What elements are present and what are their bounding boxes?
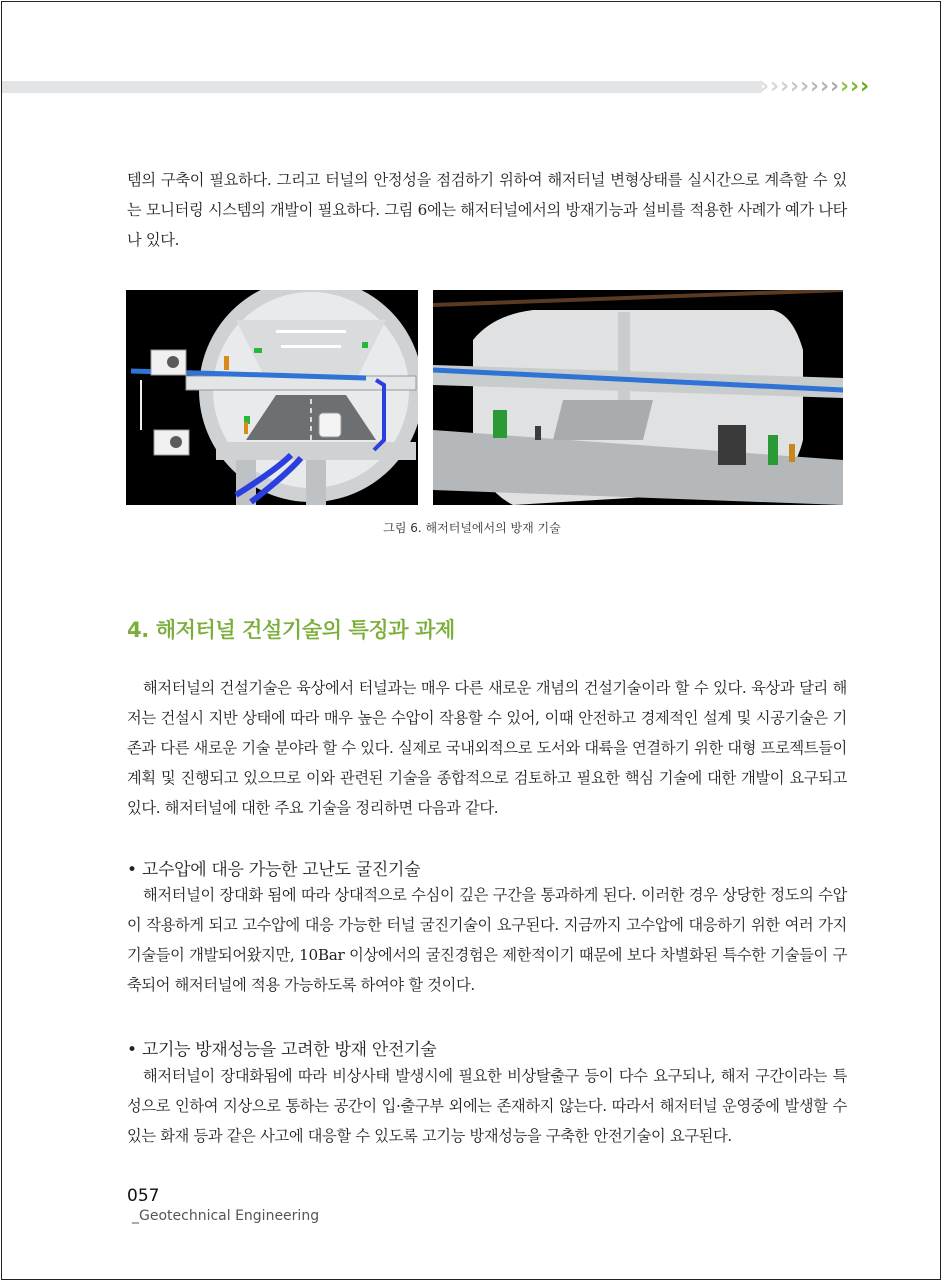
chevron-right-icon: › (760, 74, 770, 99)
figure-tunnel-cross-section (126, 290, 418, 505)
bullet-text-1: 해저터널이 장대화 됨에 따라 상대적으로 수심이 깊은 구간을 통과하게 된다. 이러한 경우 상당한 정도의 수압이 작용하게 되고 고수압에 대응 가능한 터널 굴진기술이 요구된다. 지금까지 고수압에 대응하기 위한 여러 가지 기술들이 개발되어왔지만, 10Bar 이상에서의 굴진경험은 제한적이기 때문에 보다 차별화된 특수한 기술들이 구축되어 해저터널에 적용 가능하도록 하여야 할 것이다. (127, 886, 847, 994)
chevron-right-icon: › (810, 74, 820, 99)
tunnel-cross-section-illustration (126, 290, 418, 505)
intro-paragraph (127, 165, 847, 255)
bullet-paragraph-1 (127, 880, 847, 1000)
chevron-right-icon: › (830, 74, 840, 99)
figure-tunnel-cutaway (433, 290, 843, 505)
journal-name: _Geotechnical Engineering (132, 1208, 320, 1224)
header-chevrons (760, 74, 880, 100)
bullet-title-2: • 고기능 방재성능을 고려한 방재 안전기술 (127, 1040, 437, 1060)
chevron-right-icon: › (780, 74, 790, 99)
bullet-paragraph-2 (127, 1061, 847, 1151)
chevron-right-icon: › (840, 74, 850, 99)
bullet-text-2: 해저터널이 장대화됨에 따라 비상사태 발생시에 필요한 비상탈출구 등이 다수 요구되나, 해저 구간이라는 특성으로 인하여 지상으로 통하는 공간이 입·출구부 외에는 존재하지 않는다. 따라서 해저터널 운영중에 발생할 수 있는 화재 등과 같은 사고에 대응할 수 있도록 고기능 방재성능을 구축한 안전기술이 요구된다. (127, 1067, 847, 1145)
intro-text: 템의 구축이 필요하다. 그리고 터널의 안정성을 점검하기 위하여 해저터널 변형상태를 실시간으로 계측할 수 있는 모니터링 시스템의 개발이 필요하다. 그림 6에는 해저터널에서의 방재기능과 설비를 적용한 사례가 예가 나타나 있다. (127, 171, 847, 249)
figure-caption: 그림 6. 해저터널에서의 방재 기술 (383, 521, 561, 535)
chevron-right-icon: › (800, 74, 810, 99)
page-number: 057 (127, 1186, 160, 1206)
tunnel-cutaway-illustration (433, 290, 843, 505)
chevron-right-icon: › (790, 74, 800, 99)
bullet-title-1: • 고수압에 대응 가능한 고난도 굴진기술 (127, 860, 421, 880)
section-text: 해저터널의 건설기술은 육상에서 터널과는 매우 다른 새로운 개념의 건설기술이라 할 수 있다. 육상과 달리 해저는 건설시 지반 상태에 따라 매우 높은 수압이 작용할 수 있어, 이때 안전하고 경제적인 설계 및 시공기술은 기존과 다른 새로운 기술 분야라 할 수 있다. 실제로 국내외적으로 도서와 대륙을 연결하기 위한 대형 프로젝트들이 계획 및 진행되고 있으므로 이와 관련된 기술을 종합적으로 검토하고 필요한 핵심 기술에 대한 개발이 요구되고 있다. 해저터널에 대한 주요 기술을 정리하면 다음과 같다. (127, 679, 847, 817)
section-paragraph (127, 673, 847, 823)
section-title: 4. 해저터널 건설기술의 특징과 과제 (127, 618, 455, 642)
chevron-right-icon: › (850, 74, 860, 99)
chevron-right-icon: › (770, 74, 780, 99)
chevron-right-icon: › (860, 74, 870, 99)
header-bar (2, 81, 762, 93)
chevron-right-icon: › (820, 74, 830, 99)
